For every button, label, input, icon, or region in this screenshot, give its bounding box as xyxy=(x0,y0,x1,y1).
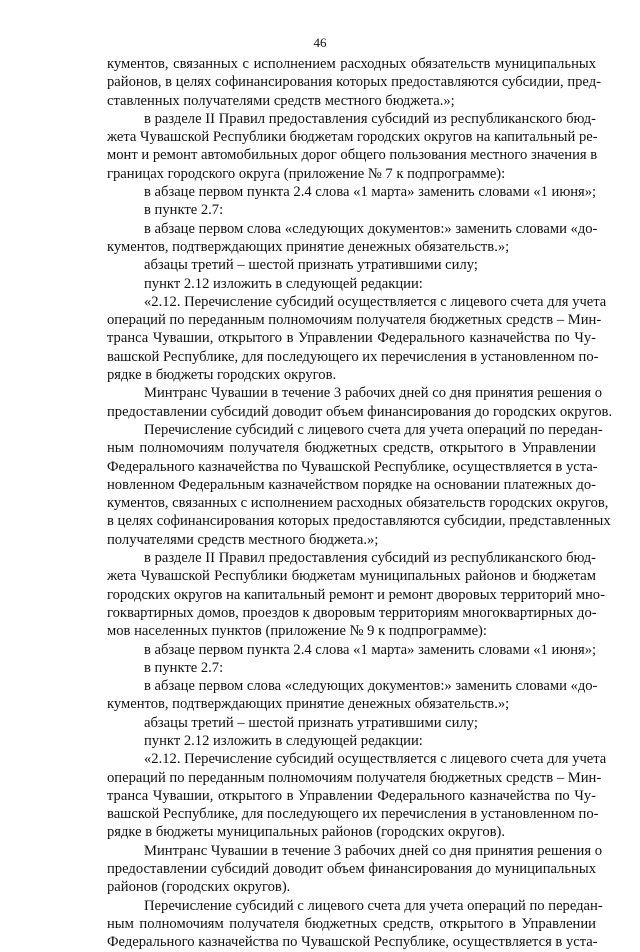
text-line: ставленных получателями средств местного бюджета.»; xyxy=(107,92,455,109)
document-body xyxy=(107,55,613,952)
text-line: «2.12. Перечисление субсидий осуществляется с лицевого счета для учета xyxy=(144,293,607,310)
text-line: операций по переданным полномочиям получателя бюджетных средств – Мин- xyxy=(107,769,602,786)
text-line: ным полномочиям получателя бюджетных средств, открытого в Управлении xyxy=(107,915,596,932)
text-line: городских округов на капитальный ремонт и ремонт дворовых территорий мно- xyxy=(107,586,605,603)
text-line: операций по переданным полномочиям получателя бюджетных средств – Мин- xyxy=(107,312,602,329)
text-line: абзацы третий – шестой признать утратившими силу; xyxy=(144,257,478,274)
text-line: в пункте 2.7: xyxy=(144,659,224,676)
text-line: Федерального казначейства по Чувашской Республике, осуществляется в уста- xyxy=(107,458,598,475)
text-line: пункт 2.12 изложить в следующей редакции: xyxy=(144,732,423,749)
text-line: новленном Федеральным казначейством порядке на основании платежных до- xyxy=(107,476,596,493)
text-line: кументов, подтверждающих принятие денежных обязательств.»; xyxy=(107,696,510,713)
text-line: гоквартирных домов, проездов к дворовым территориям многоквартирных до- xyxy=(107,604,597,621)
text-line: жета Чувашской Республики бюджетам городских округов на капитальный ре- xyxy=(107,129,598,146)
text-line: вашской Республике, для последующего их перечисления в установленном по- xyxy=(107,806,599,823)
text-line: районов (городских округов). xyxy=(107,879,291,896)
text-line: кументов, подтверждающих принятие денежных обязательств.»; xyxy=(107,238,510,255)
text-line: в абзаце первом слова «следующих документов:» заменить словами «до- xyxy=(144,220,598,237)
text-line: вашской Республике, для последующего их перечисления в установленном по- xyxy=(107,348,599,365)
text-line: транса Чувашии, открытого в Управлении Федерального казначейства по Чу- xyxy=(107,787,596,804)
text-line: предоставлении субсидий доводит объем финансирования до городских округов. xyxy=(107,403,613,420)
text-line: рядке в бюджеты муниципальных районов (городских округов). xyxy=(107,824,506,841)
text-line: пункт 2.12 изложить в следующей редакции: xyxy=(144,275,423,292)
text-line: в абзаце первом слова «следующих документов:» заменить словами «до- xyxy=(144,678,598,695)
text-line: монт и ремонт автомобильных дорог общего пользования местного значения в xyxy=(107,147,598,164)
text-line: кументов, связанных с исполнением расходных обязательств городских округов, xyxy=(107,495,609,512)
text-line: Минтранс Чувашии в течение 3 рабочих дней со дня принятия решения о xyxy=(144,842,603,859)
text-line: Перечисление субсидий с лицевого счета для учета операций по передан- xyxy=(144,421,603,438)
text-line: мов населенных пунктов (приложение № 9 к подпрограмме): xyxy=(107,623,487,640)
page-number: 46 xyxy=(313,35,327,50)
text-line: границах городского округа (приложение № 7 к подпрограмме): xyxy=(107,165,506,182)
text-line: в абзаце первом пункта 2.4 слова «1 марта» заменить словами «1 июня»; xyxy=(144,184,597,201)
text-line: районов, в целях софинансирования которых предоставляются субсидии, пред- xyxy=(107,74,602,91)
text-line: получателями средств местного бюджета.»; xyxy=(107,531,379,548)
text-line: Перечисление субсидий с лицевого счета для учета операций по передан- xyxy=(144,897,603,914)
text-line: Федерального казначейства по Чувашской Республике, осуществляется в уста- xyxy=(107,934,598,951)
text-line: транса Чувашии, открытого в Управлении Федерального казначейства по Чу- xyxy=(107,330,596,347)
text-line: в целях софинансирования которых предоставляются субсидии, представленных xyxy=(107,513,611,530)
text-line: жета Чувашской Республики бюджетам муниципальных районов и бюджетам xyxy=(107,568,596,585)
text-line: предоставлении субсидий доводит объем финансирования до муниципальных xyxy=(107,861,596,878)
text-line: абзацы третий – шестой признать утратившими силу; xyxy=(144,714,478,731)
text-line: в пункте 2.7: xyxy=(144,202,224,219)
text-line: в разделе II Правил предоставления субсидий из республиканского бюд- xyxy=(144,110,596,127)
text-line: рядке в бюджеты городских округов. xyxy=(107,367,337,384)
text-line: ным полномочиям получателя бюджетных средств, открытого в Управлении xyxy=(107,440,596,457)
text-line: Минтранс Чувашии в течение 3 рабочих дней со дня принятия решения о xyxy=(144,385,603,402)
text-line: «2.12. Перечисление субсидий осуществляется с лицевого счета для учета xyxy=(144,751,607,768)
text-line: в абзаце первом пункта 2.4 слова «1 марта» заменить словами «1 июня»; xyxy=(144,641,597,658)
text-line: кументов, связанных с исполнением расходных обязательств муниципальных xyxy=(107,56,596,72)
text-line: в разделе II Правил предоставления субсидий из республиканского бюд- xyxy=(144,550,596,567)
